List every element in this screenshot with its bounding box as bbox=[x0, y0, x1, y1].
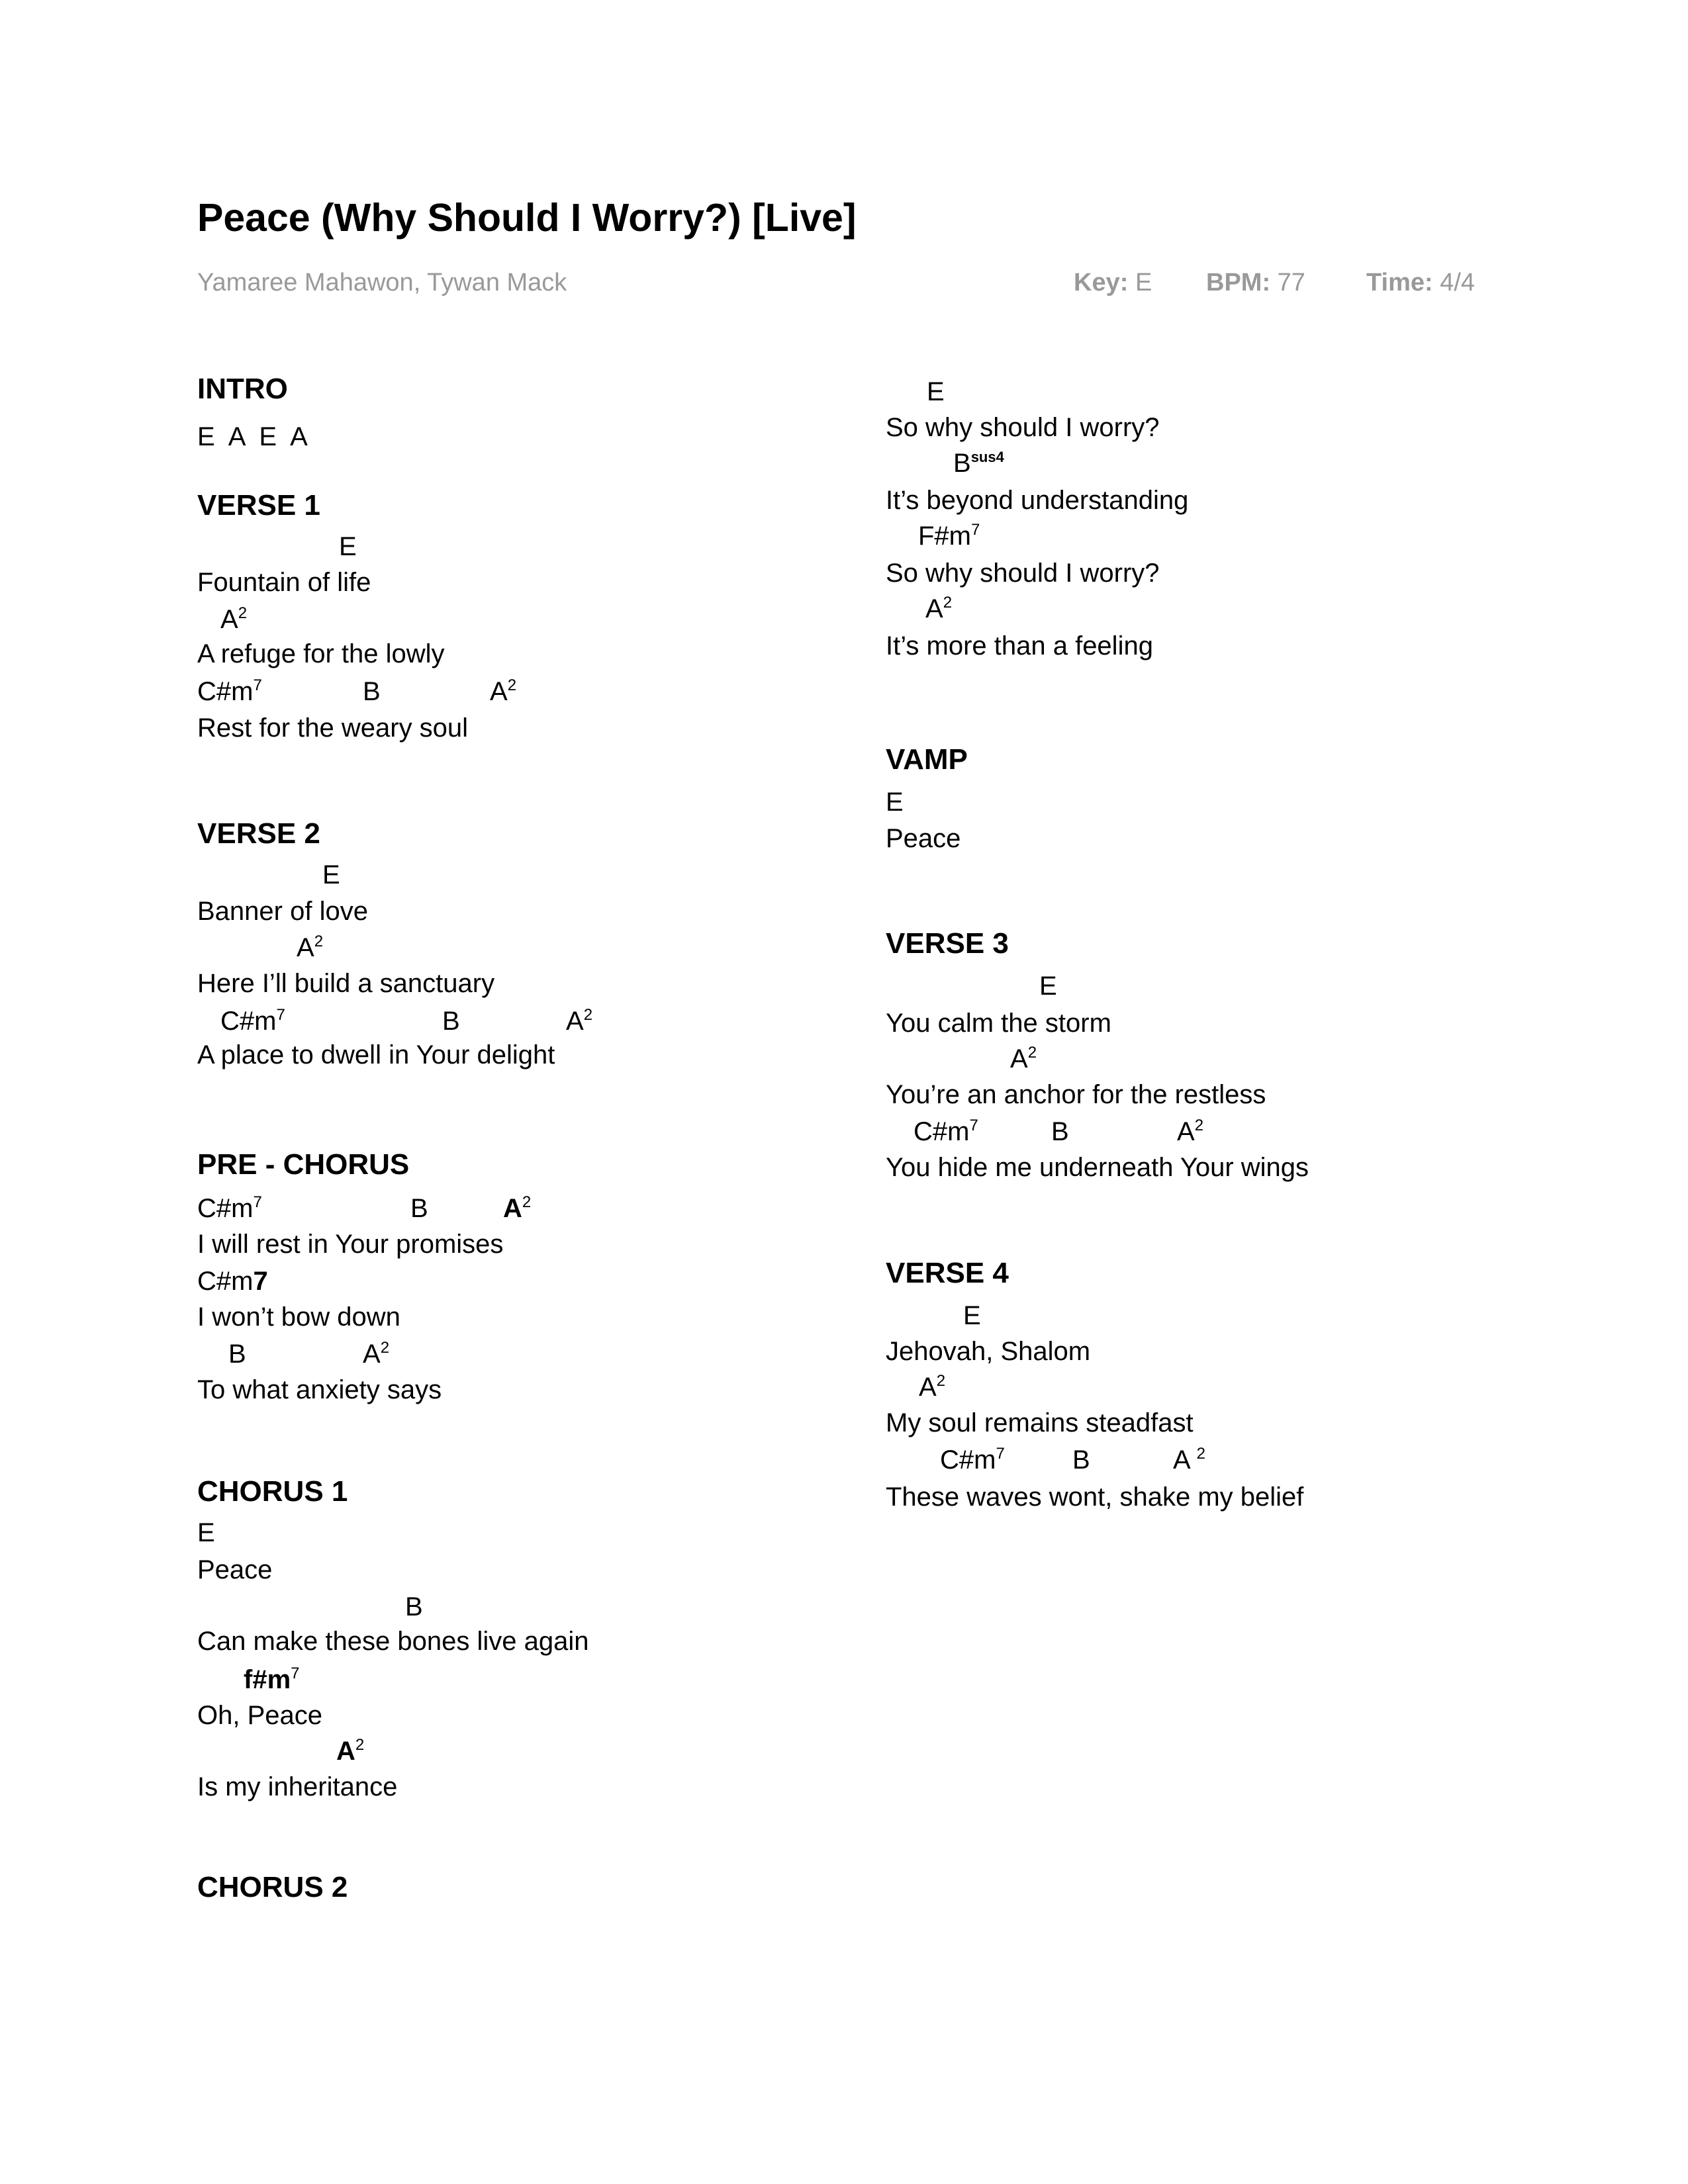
lyric-line: Oh, Peace bbox=[197, 1701, 323, 1730]
lyric-line: Is my inheritance bbox=[197, 1772, 398, 1801]
chord: $C\#m^7$ bbox=[220, 1006, 285, 1036]
lyric-line: A place to dwell in Your delight bbox=[197, 1040, 555, 1069]
chord: $A^2$ bbox=[336, 1736, 365, 1766]
chord: E bbox=[197, 1518, 215, 1547]
chord: $A^2$ bbox=[1010, 1044, 1037, 1073]
chord: $A^2$ bbox=[1177, 1116, 1204, 1146]
chord: B bbox=[410, 1194, 428, 1223]
section-heading-chorus-2: CHORUS 2 bbox=[197, 1871, 348, 1903]
chord: C#m7 bbox=[197, 1267, 268, 1296]
chord: $C\#m^7$ bbox=[197, 1193, 262, 1223]
lyric-line: It’s beyond understanding bbox=[886, 486, 1189, 515]
lyric-line: You hide me underneath Your wings bbox=[886, 1153, 1309, 1182]
chord: E bbox=[1039, 972, 1057, 1001]
chord: $A^2$ bbox=[566, 1006, 593, 1036]
section-heading-vamp: VAMP bbox=[886, 743, 968, 776]
chord: B bbox=[228, 1340, 246, 1369]
lyric-line: So why should I worry? bbox=[886, 413, 1160, 442]
lyric-line: So why should I worry? bbox=[886, 559, 1160, 588]
chord: A $^2$ bbox=[1173, 1445, 1205, 1475]
chord: B bbox=[1072, 1445, 1090, 1475]
song-key bbox=[1074, 270, 1152, 295]
lyric-line: My soul remains steadfast bbox=[886, 1408, 1194, 1437]
intro-chords: E A E A bbox=[197, 422, 308, 451]
lyric-line: I won’t bow down bbox=[197, 1302, 400, 1332]
chord: $C\#m^7$ bbox=[940, 1445, 1005, 1475]
key-value: E bbox=[1135, 269, 1152, 296]
chord: $C\#m^7$ bbox=[197, 676, 262, 706]
chord: $A^2$ bbox=[919, 1372, 946, 1402]
lyric-line: Peace bbox=[197, 1555, 273, 1584]
lyric-line: A refuge for the lowly bbox=[197, 639, 445, 668]
lyric-line: To what anxiety says bbox=[197, 1375, 442, 1404]
chord: E bbox=[963, 1301, 981, 1330]
section-heading-verse-2: VERSE 2 bbox=[197, 817, 320, 850]
chord: E bbox=[886, 788, 904, 817]
time-value: 4/4 bbox=[1440, 269, 1476, 296]
chord: $A^2$ bbox=[297, 933, 324, 962]
chord: $A^2$ bbox=[220, 604, 248, 634]
chord: $F\#m^7$ bbox=[918, 521, 980, 551]
chord: B bbox=[442, 1007, 460, 1036]
chord: $C\#m^7$ bbox=[914, 1116, 978, 1146]
time-label: Time: bbox=[1366, 269, 1433, 296]
section-heading-chorus-1: CHORUS 1 bbox=[197, 1475, 348, 1508]
chord: $A^2$ bbox=[363, 1339, 390, 1369]
chord: $A^2$ bbox=[925, 594, 953, 623]
song-title: Peace (Why Should I Worry?) [Live] bbox=[197, 196, 857, 240]
lyric-line: I will rest in Your promises bbox=[197, 1230, 504, 1259]
song-bpm bbox=[1206, 270, 1305, 295]
chord: B bbox=[405, 1592, 423, 1621]
chord: $f\#m^7$ bbox=[244, 1664, 300, 1694]
chord: B bbox=[1051, 1117, 1069, 1146]
song-authors: Yamaree Mahawon, Tywan Mack bbox=[197, 269, 567, 296]
song-time-signature bbox=[1366, 270, 1475, 295]
section-heading-pre-chorus: PRE - CHORUS bbox=[197, 1148, 410, 1181]
lyric-line: It’s more than a feeling bbox=[886, 631, 1153, 660]
chord: $A^2$ bbox=[503, 1193, 532, 1223]
key-label: Key: bbox=[1074, 269, 1129, 296]
bpm-label: BPM: bbox=[1206, 269, 1271, 296]
lyric-line: Rest for the weary soul bbox=[197, 713, 469, 743]
lyric-line: Jehovah, Shalom bbox=[886, 1337, 1091, 1366]
section-heading-verse-3: VERSE 3 bbox=[886, 927, 1009, 960]
section-heading-verse-1: VERSE 1 bbox=[197, 489, 320, 522]
bpm-value: 77 bbox=[1277, 269, 1305, 296]
section-heading-intro: INTRO bbox=[197, 373, 288, 405]
lyric-line: Fountain of life bbox=[197, 568, 371, 597]
chord: $A^2$ bbox=[490, 676, 517, 706]
lyric-line: Can make these bones live again bbox=[197, 1627, 589, 1656]
lyric-line: You’re an anchor for the restless bbox=[886, 1080, 1266, 1109]
chord: $B^{sus4}$ bbox=[953, 449, 1004, 478]
chord: E bbox=[322, 860, 340, 889]
lyric-line: These waves wont, shake my belief bbox=[886, 1482, 1304, 1512]
chord: E bbox=[927, 377, 945, 406]
chord: E bbox=[339, 532, 357, 561]
section-heading-verse-4: VERSE 4 bbox=[886, 1257, 1009, 1289]
lyric-line: Peace bbox=[886, 824, 961, 853]
chord: B bbox=[363, 677, 381, 706]
lyric-line: Here I’ll build a sanctuary bbox=[197, 969, 495, 998]
lyric-line: You calm the storm bbox=[886, 1009, 1111, 1038]
lyric-line: Banner of love bbox=[197, 897, 368, 926]
